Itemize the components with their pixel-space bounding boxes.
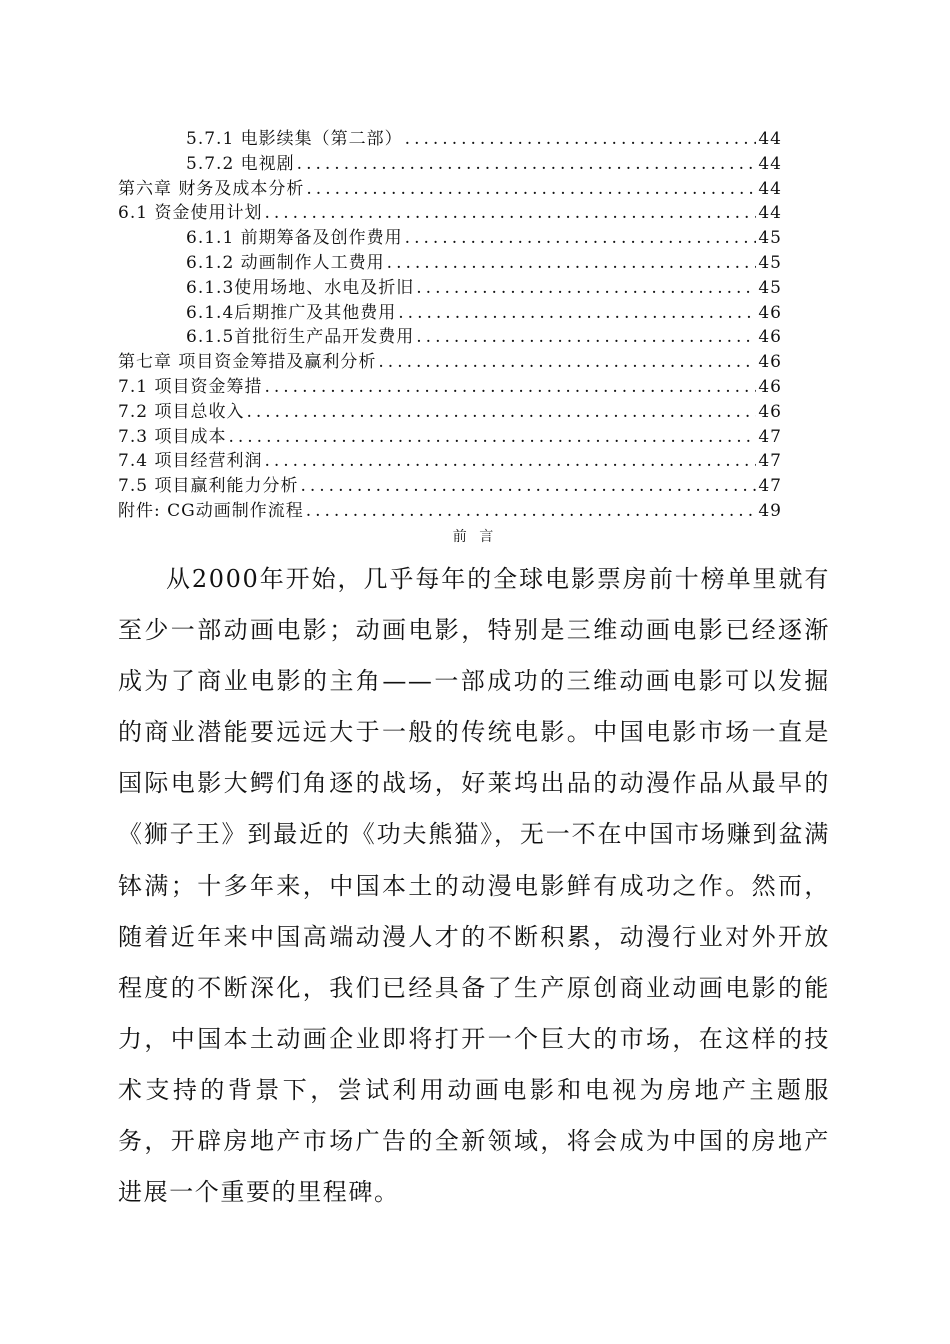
toc-entry[interactable] (118, 446, 782, 471)
toc-entry-title: 7.2 项目总收入 (118, 401, 245, 422)
toc-entry-page: 44 (758, 203, 782, 224)
toc-entry-title: 5.7.1 电影续集（第二部） (186, 129, 403, 149)
toc-entry[interactable] (118, 422, 782, 447)
toc-entry[interactable] (118, 347, 782, 372)
toc-leader-dots (416, 278, 756, 298)
toc-leader-dots (246, 402, 756, 422)
toc-entry-title: 7.3 项目成本 (118, 426, 227, 447)
toc-leader-dots (228, 427, 756, 447)
toc-leader-dots (306, 501, 757, 521)
toc-leader-dots (264, 377, 756, 397)
toc-entry-title: 6.1.5首批衍生产品开发费用 (186, 327, 415, 348)
toc-entry[interactable] (118, 471, 782, 496)
toc-entry[interactable] (118, 298, 782, 323)
toc-entry[interactable] (118, 174, 782, 199)
toc-entry[interactable] (118, 397, 782, 422)
toc-entry-title: 7.1 项目资金筹措 (118, 376, 263, 397)
toc-entry[interactable] (118, 273, 782, 298)
toc-entry-title: 7.5 项目赢利能力分析 (118, 476, 299, 497)
toc-entry-page: 46 (758, 376, 782, 397)
toc-entry-page: 46 (758, 302, 782, 323)
toc-leader-dots (405, 228, 757, 248)
toc-entry[interactable] (118, 124, 782, 149)
toc-entry-title: 第七章 项目资金筹措及赢利分析 (118, 352, 377, 373)
toc-entry[interactable] (118, 496, 782, 521)
toc-leader-dots (306, 179, 756, 199)
toc-entry-title: 附件: CG动画制作流程 (118, 500, 304, 521)
preface-heading: 前 言 (452, 529, 498, 545)
toc-leader-dots (264, 451, 756, 471)
toc-entry[interactable] (118, 322, 782, 347)
toc-entry[interactable] (118, 198, 782, 223)
toc-leader-dots (264, 203, 756, 223)
toc-entry-title: 7.4 项目经营利润 (118, 451, 263, 472)
toc-leader-dots (398, 303, 756, 323)
toc-entry-title: 5.7.2 电视剧 (186, 153, 295, 174)
toc-entry-title: 第六章 财务及成本分析 (118, 178, 305, 199)
toc-entry-title: 6.1.1 前期筹备及创作费用 (186, 228, 403, 249)
toc-entry-page: 45 (758, 277, 782, 298)
toc-entry-page: 45 (758, 252, 782, 273)
preface-paragraph: 从2000年开始，几乎每年的全球电影票房前十榜单里就有至少一部动画电影；动画电影，特别是三维动画电影已经逐渐成为了商业电影的主角——一部成功的三维动画电影可以发掘的商业潜能要远远大于一般的传统电影。中国电影市场一直是国际电影大鳄们角逐的战场，好莱坞出品的动漫作品从最早的《狮子王》到最近的《功夫熊猫》，无一不在中国市场赚到盆满钵满；十多年来，中国本土的动漫电影鲜有成功之作。然而，随着近年来中国高端动漫人才的不断积累，动漫行业对外开放程度的不断深化，我们已经具备了生产原创商业动画电影的能力，中国本土动画企业即将打开一个巨大的市场，在这样的技术支持的背景下，尝试利用动画电影和电视为房地产主题服务，开辟房地产市场广告的全新领域，将会成为中国的房地产进展一个重要的里程碑。 (118, 565, 830, 1207)
toc-entry-page: 47 (758, 451, 782, 472)
toc-leader-dots (416, 327, 756, 347)
toc-entry-title: 6.1.4后期推广及其他费用 (186, 302, 397, 323)
toc-entry[interactable] (118, 223, 782, 248)
toc-leader-dots (300, 476, 756, 496)
toc-leader-dots (378, 352, 756, 372)
toc-entry-title: 6.1.2 动画制作人工费用 (186, 252, 385, 273)
toc-entry[interactable] (118, 248, 782, 273)
toc-entry-page: 45 (758, 228, 782, 249)
toc-entry-page: 47 (758, 476, 782, 497)
toc-entry-page: 49 (758, 500, 782, 521)
toc-leader-dots (405, 129, 757, 149)
toc-leader-dots (297, 154, 757, 174)
toc-entry-page: 46 (758, 352, 782, 373)
toc-entry-page: 47 (758, 426, 782, 447)
toc-entry[interactable] (118, 149, 782, 174)
toc-entry-page: 44 (758, 178, 782, 199)
toc-entry-page: 44 (758, 153, 782, 174)
toc-entry-title: 6.1 资金使用计划 (118, 203, 263, 224)
toc-leader-dots (387, 253, 757, 273)
toc-entry-page: 44 (758, 129, 782, 149)
toc-entry-page: 46 (758, 327, 782, 348)
table-of-contents (118, 124, 782, 521)
toc-entry[interactable] (118, 372, 782, 397)
toc-entry-page: 46 (758, 401, 782, 422)
toc-entry-title: 6.1.3使用场地、水电及折旧 (186, 277, 415, 298)
